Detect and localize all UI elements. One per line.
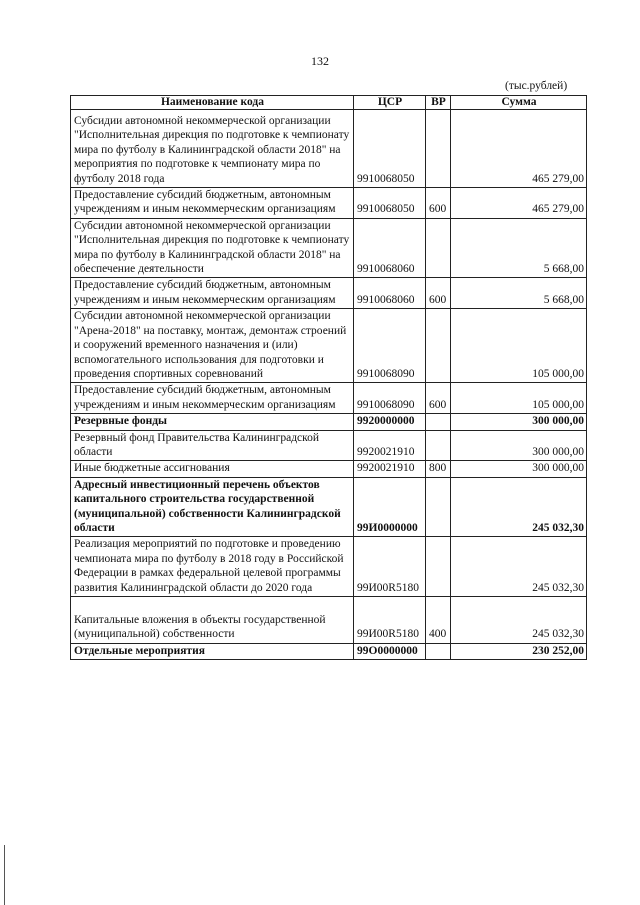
row-csr: 99И0000000: [354, 477, 426, 537]
row-sum: 245 032,30: [451, 477, 587, 537]
row-name: Предоставление субсидий бюджетным, автономным учреждениям и иным некоммерческим организациям: [71, 278, 354, 309]
table-row: [71, 309, 587, 383]
row-vr: 600: [426, 383, 451, 414]
table-row: [71, 537, 587, 597]
row-sum: 300 000,00: [451, 461, 587, 477]
budget-table: [70, 95, 587, 660]
row-sum: 5 668,00: [451, 218, 587, 278]
header-vr: ВР: [426, 96, 451, 110]
row-csr: 99О0000000: [354, 643, 426, 659]
table-row: [71, 414, 587, 430]
header-name: Наименование кода: [71, 96, 354, 110]
row-name: Реализация мероприятий по подготовке и проведению чемпионата мира по футболу в 2018 году в Российской Федерации в рамках федеральной целевой программы развития Калининградской области до 2020 года: [71, 537, 354, 597]
row-sum: 105 000,00: [451, 309, 587, 383]
header-csr: ЦСР: [354, 96, 426, 110]
row-vr: 600: [426, 278, 451, 309]
header-sum: Сумма: [451, 96, 587, 110]
row-name: Адресный инвестиционный перечень объектов капитального строительства государственной (муниципальной) собственности Калининградской области: [71, 477, 354, 537]
row-name: Резервный фонд Правительства Калининградской области: [71, 430, 354, 461]
row-name: Предоставление субсидий бюджетным, автономным учреждениям и иным некоммерческим организациям: [71, 383, 354, 414]
row-sum: 245 032,30: [451, 537, 587, 597]
row-vr: [426, 430, 451, 461]
row-vr: [426, 477, 451, 537]
row-vr: 400: [426, 597, 451, 644]
row-csr: 99И00R5180: [354, 537, 426, 597]
row-vr: [426, 643, 451, 659]
row-name: Капитальные вложения в объекты государственной (муниципальной) собственности: [71, 597, 354, 644]
row-vr: [426, 218, 451, 278]
table-row: [71, 461, 587, 477]
row-name: Предоставление субсидий бюджетным, автономным учреждениям и иным некоммерческим организациям: [71, 188, 354, 219]
row-name: Отдельные мероприятия: [71, 643, 354, 659]
row-csr: 9910068090: [354, 383, 426, 414]
row-vr: [426, 309, 451, 383]
row-sum: 245 032,30: [451, 597, 587, 644]
row-name: Иные бюджетные ассигнования: [71, 461, 354, 477]
row-sum: 230 252,00: [451, 643, 587, 659]
row-sum: 5 668,00: [451, 278, 587, 309]
row-vr: [426, 110, 451, 188]
unit-note: (тыс.рублей): [505, 80, 568, 92]
row-csr: 9910068050: [354, 188, 426, 219]
row-sum: 105 000,00: [451, 383, 587, 414]
row-csr: 9910068050: [354, 110, 426, 188]
row-csr: 9920021910: [354, 461, 426, 477]
row-name: Субсидии автономной некоммерческой организации "Исполнительная дирекция по подготовке к чемпионату мира по футболу в Калининградской области 2018" на обеспечение деятельности: [71, 218, 354, 278]
row-vr: [426, 414, 451, 430]
row-name: Субсидии автономной некоммерческой организации "Арена-2018" на поставку, монтаж, демонтаж строений и сооружений временного назначения и (или) вспомогательного использования для подготовки и проведения спортивных соревнований: [71, 309, 354, 383]
row-sum: 465 279,00: [451, 110, 587, 188]
row-csr: 9910068060: [354, 218, 426, 278]
margin-line: [4, 845, 5, 905]
table-row: [71, 643, 587, 659]
row-vr: [426, 537, 451, 597]
row-sum: 300 000,00: [451, 414, 587, 430]
row-vr: 800: [426, 461, 451, 477]
row-sum: 300 000,00: [451, 430, 587, 461]
table-row: [71, 188, 587, 219]
row-csr: 9920000000: [354, 414, 426, 430]
page-number: 132: [311, 54, 329, 68]
table-row: [71, 278, 587, 309]
table-row: [71, 597, 587, 644]
table-row: [71, 218, 587, 278]
table-row: [71, 430, 587, 461]
table-header-row: [71, 96, 587, 110]
row-name: Субсидии автономной некоммерческой организации "Исполнительная дирекция по подготовке к чемпионату мира по футболу в Калининградской области 2018" на мероприятия по подготовке к чемпионату мира по футболу 2018 года: [71, 110, 354, 188]
row-csr: 9920021910: [354, 430, 426, 461]
table-row: [71, 383, 587, 414]
row-csr: 9910068090: [354, 309, 426, 383]
row-vr: 600: [426, 188, 451, 219]
row-csr: 99И00R5180: [354, 597, 426, 644]
row-sum: 465 279,00: [451, 188, 587, 219]
row-name: Резервные фонды: [71, 414, 354, 430]
table-row: [71, 110, 587, 188]
row-csr: 9910068060: [354, 278, 426, 309]
table-row: [71, 477, 587, 537]
